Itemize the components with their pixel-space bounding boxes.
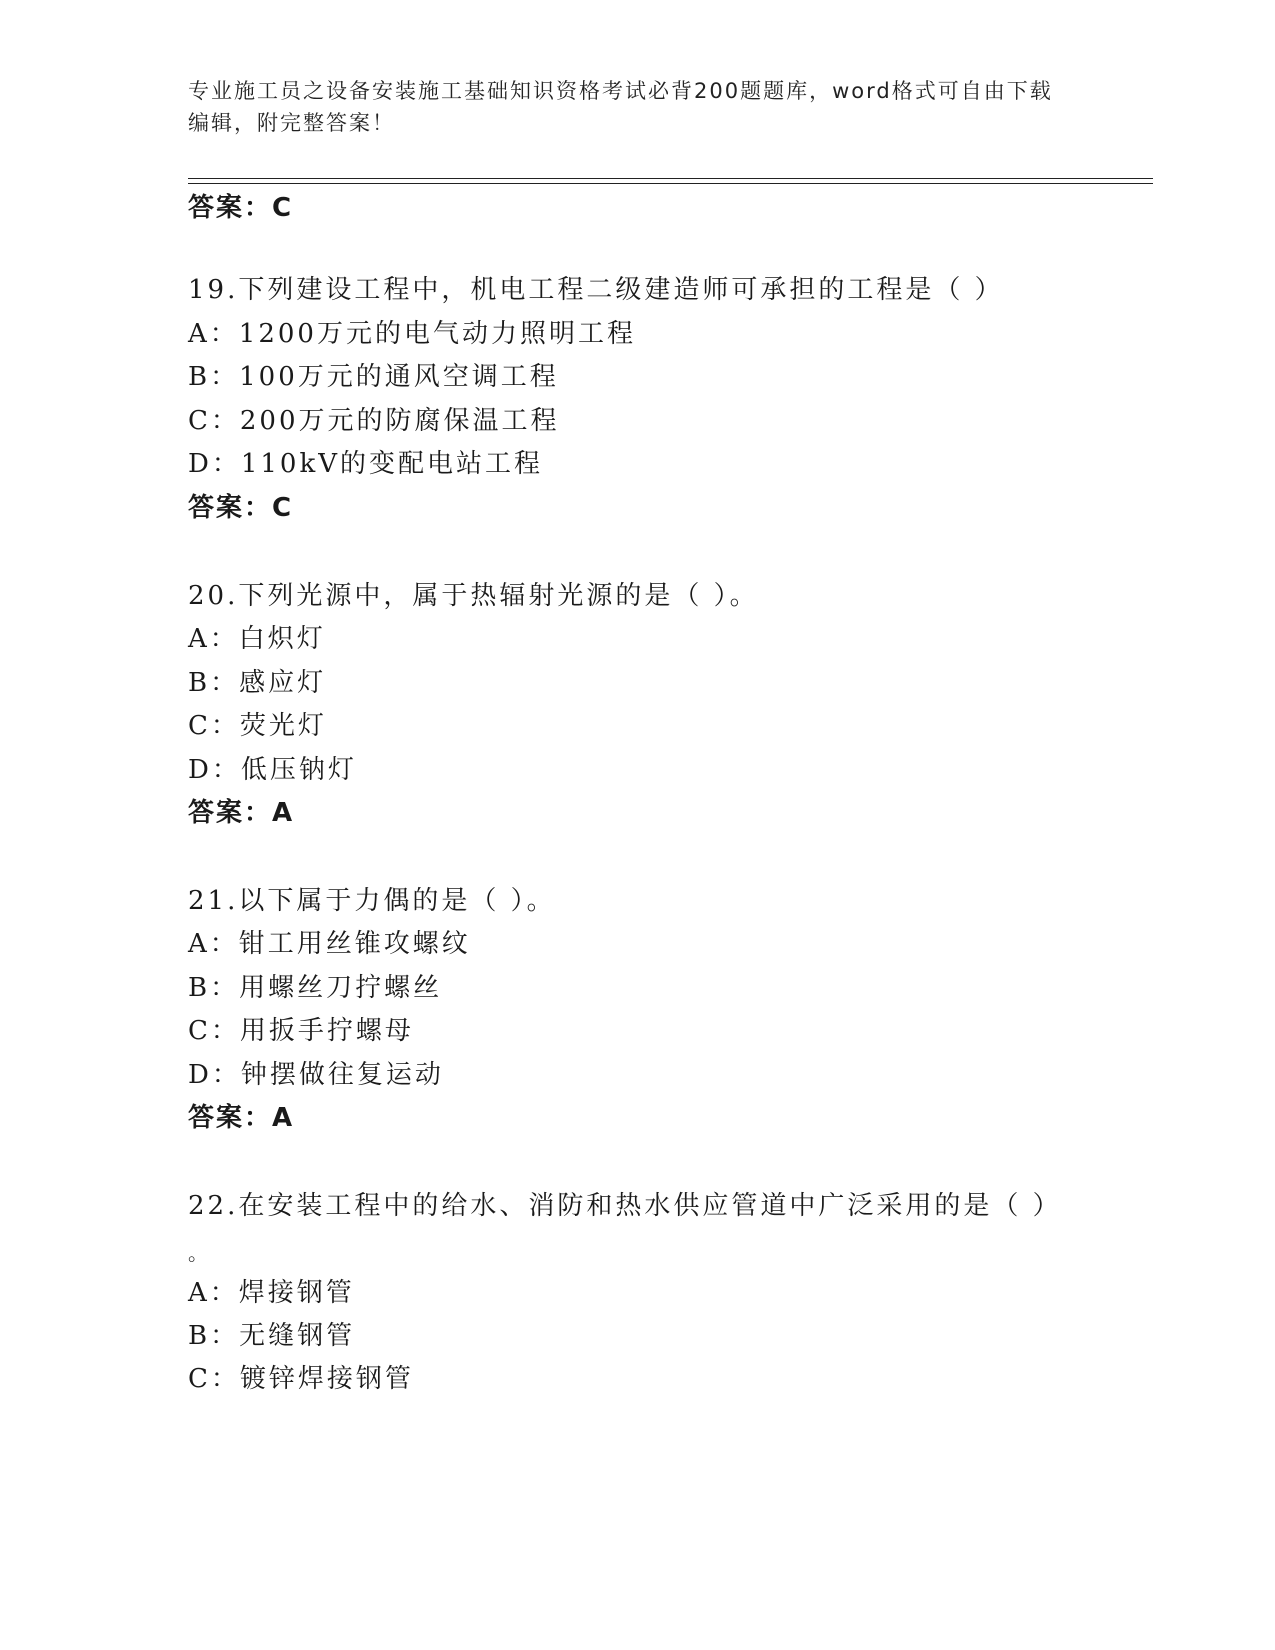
answer-20: 答案：A <box>188 798 295 828</box>
answer-19: 答案：C <box>188 493 294 523</box>
option-21-b: B：用螺丝刀拧螺丝 <box>188 973 443 1003</box>
option-21-a: A：钳工用丝锥攻螺纹 <box>188 929 471 959</box>
option-21-d: D：钟摆做往复运动 <box>188 1060 444 1090</box>
option-21-c: C：用扳手拧螺母 <box>188 1016 414 1046</box>
option-19-c: C：200万元的防腐保温工程 <box>188 406 560 436</box>
option-22-a: A：焊接钢管 <box>188 1278 355 1308</box>
option-20-a: A：白炽灯 <box>188 624 326 654</box>
header-divider-bottom <box>188 183 1153 184</box>
option-20-c: C：荧光灯 <box>188 711 327 741</box>
question-20: 20.下列光源中，属于热辐射光源的是（ ）。 <box>188 581 759 611</box>
question-22: 22.在安装工程中的给水、消防和热水供应管道中广泛采用的是（ ） <box>188 1191 1062 1221</box>
question-19: 19.下列建设工程中，机电工程二级建造师可承担的工程是（ ） <box>188 275 1004 305</box>
option-22-c: C：镀锌焊接钢管 <box>188 1364 414 1394</box>
answer-21: 答案：A <box>188 1103 295 1133</box>
header-divider-top <box>188 178 1153 179</box>
question-21: 21.以下属于力偶的是（ ）。 <box>188 886 556 916</box>
option-20-d: D：低压钠灯 <box>188 755 357 785</box>
option-20-b: B：感应灯 <box>188 668 327 698</box>
answer-prev: 答案：C <box>188 193 294 223</box>
option-19-b: B：100万元的通风空调工程 <box>188 362 559 392</box>
question-22-continuation: 。 <box>188 1241 211 1265</box>
option-19-a: A：1200万元的电气动力照明工程 <box>188 319 636 349</box>
option-22-b: B：无缝钢管 <box>188 1321 356 1351</box>
option-19-d: D：110kV的变配电站工程 <box>188 449 544 479</box>
page-header: 专业施工员之设备安装施工基础知识资格考试必背200题题库，word格式可自由下载编辑，附完整答案！ <box>188 79 1053 135</box>
